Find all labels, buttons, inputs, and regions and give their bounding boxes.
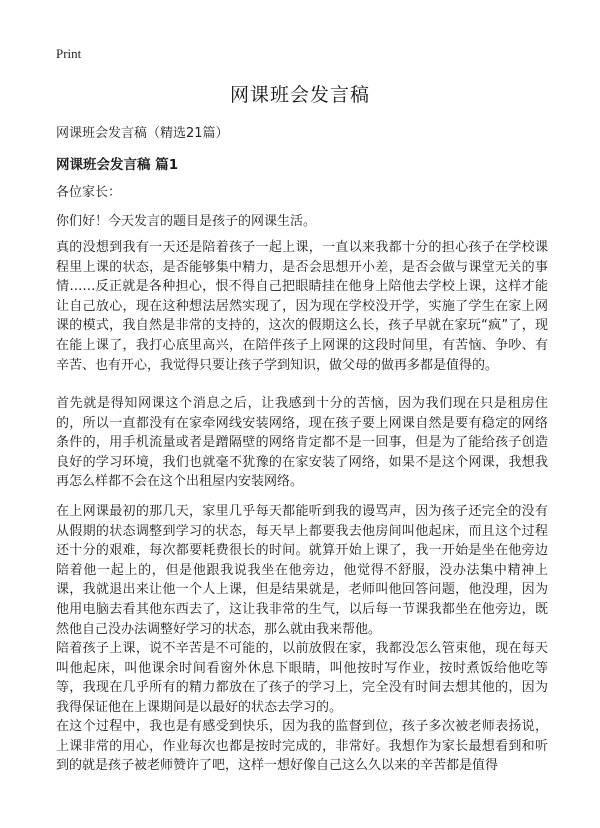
- print-label: Print: [56, 46, 82, 61]
- opening-line: 你们好！今天发言的题目是孩子的网课生活。: [56, 214, 317, 229]
- greeting: 各位家长：: [56, 185, 122, 200]
- paragraph: 真的没想到我有一天还是陪着孩子一起上课，一直以来我都十分的担心孩子在学校课程里上课的状态，是否能够集中精力，是否会思想开小差，是否会做与课堂无关的事情……反正就是各种担心，恨不得自己把眼睛挂在他身上陪他去学校上课，这样才能让自己放心，现在这种想法居然实现了，因为现在学校没开学，实施了学生在家上网课的模式，我自然是非常的支持的，这次的假期这么长，孩子早就在家玩“疯”了，现在能上课了，我打心底里高兴，在陪伴孩子上网课的这段时间里，有苦恼、争吵、有辛苦、也有开心，我觉得只要让孩子学到知识，做父母的做再多都是值得的。: [56, 240, 548, 373]
- document-title: 网课班会发言稿: [229, 84, 370, 106]
- document-subtitle: 网课班会发言稿（精选21篇）: [56, 126, 229, 141]
- paragraph: 首先就是得知网课这个消息之后，让我感到十分的苦恼，因为我们现在只是租房住的，所以一直都没有在家牵网线安装网络，现在孩子要上网课自然是要有稳定的网络条件的，用手机流量或者是蹭隔壁的网络肯定都不是一回事，但是为了能给孩子创造良好的学习环境，我们也就毫不犹豫的在家安装了网络，如果不是这个网课，我想我再怎么样都不会在这个出租屋内安装网络。: [56, 396, 548, 490]
- section-heading: 网课班会发言稿 篇1: [56, 157, 179, 173]
- paragraph: 在这个过程中，我也是有感受到快乐，因为我的监督到位，孩子多次被老师表扬说，上课非常的用心，作业每次也都是按时完成的，非常好。我想作为家长最想看到和听到的就是孩子被老师赞许了吧，这样一想好像自己这么久以来的辛苦都是值得: [56, 719, 548, 774]
- paragraph: 陪着孩子上课，说不辛苦是不可能的，以前放假在家，我都没怎么管束他，现在每天叫他起床，叫他课余时间看窗外休息下眼睛，叫他按时写作业，按时煮饭给他吃等等，我现在几乎所有的精力都放在了孩子的学习上，完全没有时间去想其他的，因为我得保证他在上课期间是以最好的状态去学习的。: [56, 641, 548, 715]
- paragraph: 在上网课最初的那几天，家里几乎每天都能听到我的谩骂声，因为孩子还完全的没有从假期的状态调整到学习的状态，每天早上都要我去他房间叫他起床，而且这个过程还十分的艰难，每次都要耗费很长的时间。就算开始上课了，我一开始是坐在他旁边陪着他一起上的，但是他跟我说我坐在他旁边，他觉得不舒服，没办法集中精神上课，我就退出来让他一个人上课，但是结果就是，老师叫他回答问题，他没理，因为他用电脑去看其他东西去了，这让我非常的生气，以后每一节课我都坐在他旁边，既然他自己没办法调整好学习的状态，那么就由我来帮他。: [56, 504, 548, 637]
